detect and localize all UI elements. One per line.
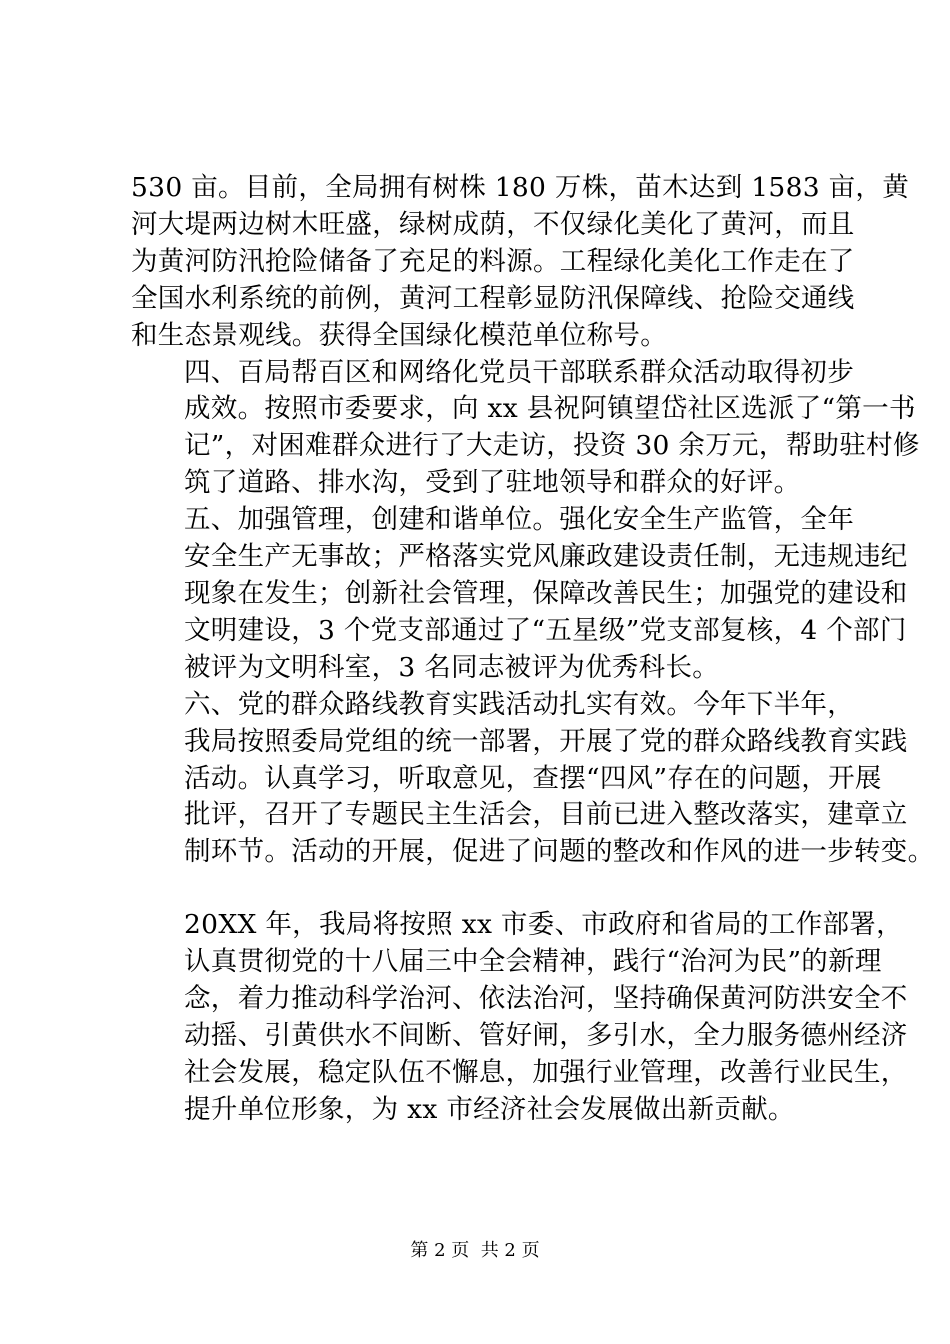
text-line: 念，着力推动科学治河、依法治河，坚持确保黄河防洪安全不	[184, 983, 908, 1015]
text-line: 记”，对困难群众进行了大走访，投资 30 余万元，帮助驻村修	[184, 430, 920, 462]
paragraph-greening	[131, 170, 910, 355]
text-line: 批评，召开了专题民主生活会，目前已进入整改落实，建章立	[184, 799, 908, 831]
text-line: 制环节。活动的开展，促进了问题的整改和作风的进一步转变。	[184, 836, 935, 868]
paragraph-section-five	[131, 502, 908, 687]
page-number-footer: 第 2 页 共 2 页	[410, 1240, 540, 1261]
text-line: 筑了道路、排水沟，受到了驻地领导和群众的好评。	[184, 467, 801, 499]
text-line: 全国水利系统的前例，黄河工程彰显防汛保障线、抢险交通线	[131, 282, 855, 314]
text-line: 安全生产无事故；严格落实党风廉政建设责任制，无违规违纪	[184, 541, 908, 573]
text-line: 被评为文明科室，3 名同志被评为优秀科长。	[184, 651, 720, 683]
text-line: 和生态景观线。获得全国绿化模范单位称号。	[131, 319, 667, 351]
text-line: 河大堤两边树木旺盛，绿树成荫，不仅绿化美化了黄河，而且	[131, 208, 855, 240]
document-body	[131, 170, 935, 1129]
text-line: 文明建设，3 个党支部通过了“五星级”党支部复核，4 个部门	[184, 614, 907, 646]
text-line: 为黄河防汛抢险储备了充足的料源。工程绿化美化工作走在了	[131, 245, 855, 277]
text-line: 五、加强管理，创建和谐单位。强化安全生产监管，全年	[184, 504, 854, 536]
text-line: 提升单位形象，为 xx 市经济社会发展做出新贡献。	[184, 1093, 795, 1125]
text-line: 四、百局帮百区和网络化党员干部联系群众活动取得初步	[184, 356, 854, 388]
text-line: 动摇、引黄供水不间断、管好闸，多引水，全力服务德州经济	[184, 1019, 908, 1051]
paragraph-section-four	[131, 355, 920, 503]
text-line: 认真贯彻党的十八届三中全会精神，践行“治河为民”的新理	[184, 946, 882, 978]
text-line: 530 亩。目前，全局拥有树株 180 万株，苗木达到 1583 亩，黄	[131, 172, 910, 203]
text-line: 社会发展，稳定队伍不懈息，加强行业管理，改善行业民生，	[184, 1056, 908, 1088]
paragraph-section-six	[131, 687, 935, 872]
text-line: 现象在发生；创新社会管理，保障改善民生；加强党的建设和	[184, 577, 908, 609]
text-line: 我局按照委局党组的统一部署，开展了党的群众路线教育实践	[184, 725, 908, 757]
paragraph-outlook	[131, 907, 908, 1128]
text-line: 成效。按照市委要求，向 xx 县祝阿镇望岱社区选派了“第一书	[184, 393, 916, 425]
text-line: 六、党的群众路线教育实践活动扎实有效。今年下半年，	[184, 688, 854, 720]
text-line: 活动。认真学习，听取意见，查摆“四风”存在的问题，开展	[184, 762, 882, 794]
text-line: 20XX 年，我局将按照 xx 市委、市政府和省局的工作部署，	[184, 909, 903, 941]
